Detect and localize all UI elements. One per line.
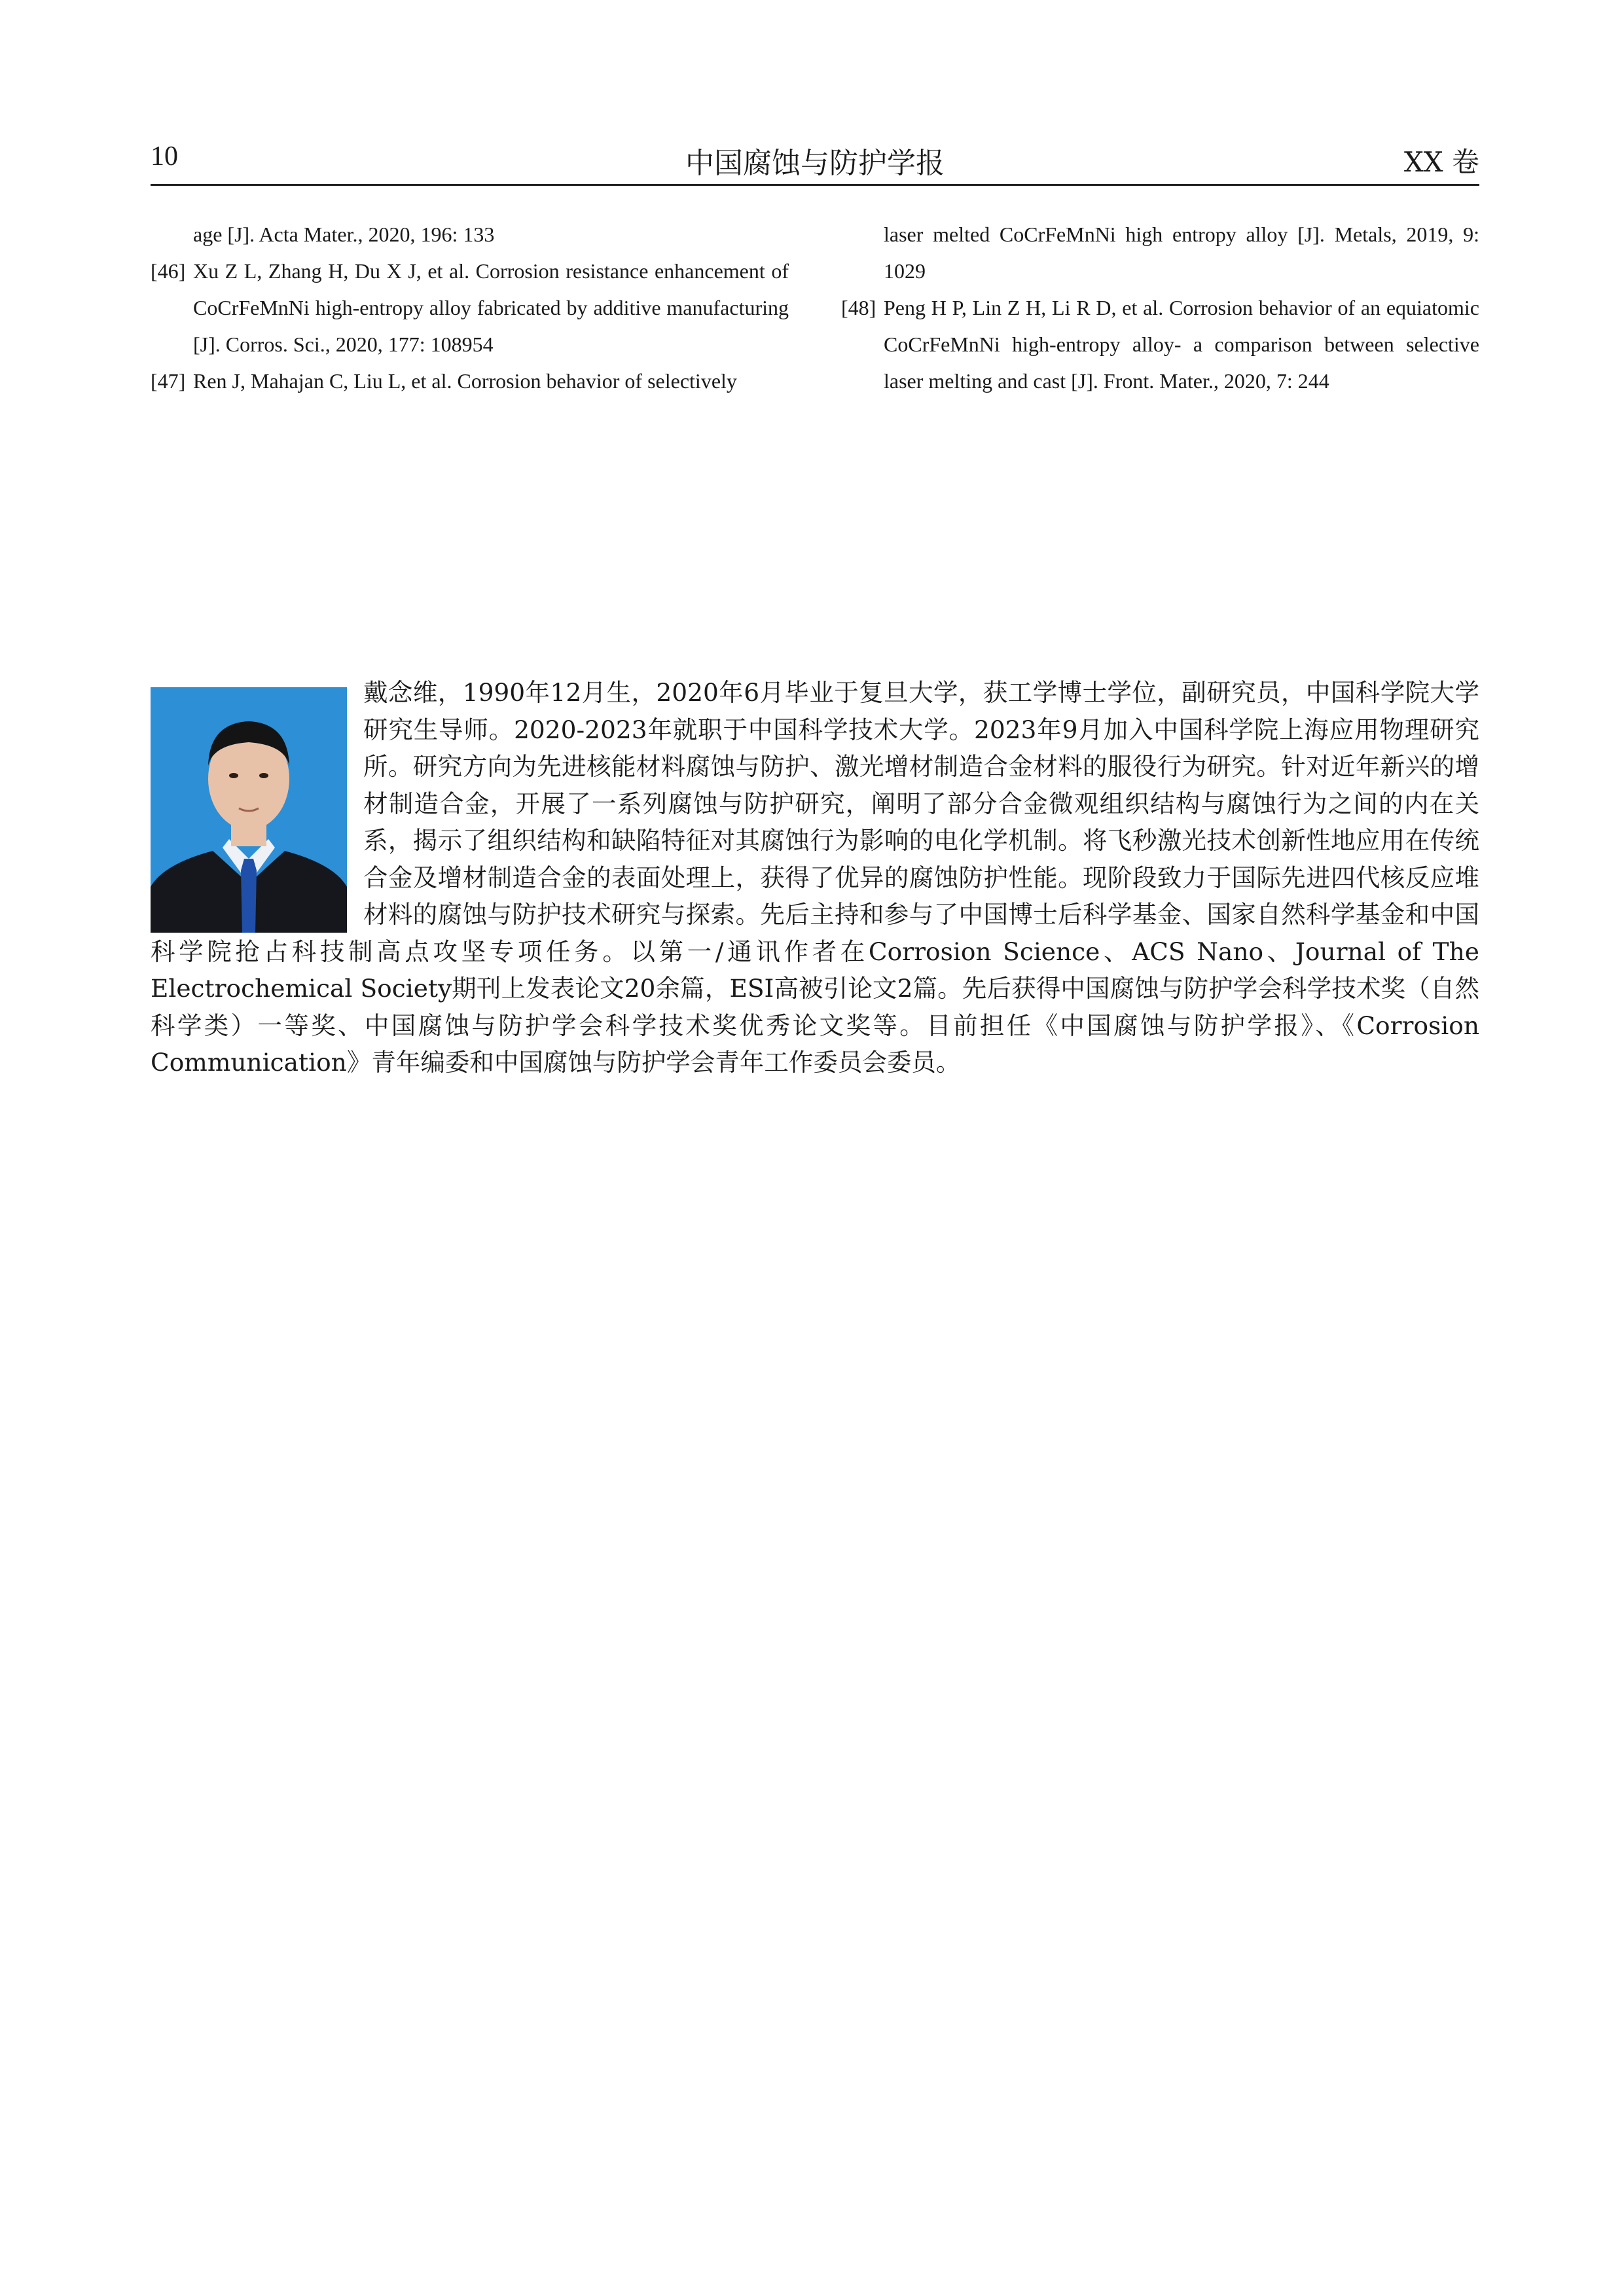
reference-text: Peng H P, Lin Z H, Li R D, et al. Corrosion behavior of an equiatomic CoCrFeMnNi high-entropy alloy- a comparison between selective laser melting and cast [J]. Front. Mater., 2020, 7: 244 [884, 296, 1479, 393]
references-left-column [151, 216, 789, 399]
reference-item [841, 216, 1479, 289]
biography-text: 戴念维，1990年12月生，2020年6月毕业于复旦大学，获工学博士学位，副研究员，中国科学院大学研究生导师。2020-2023年就职于中国科学技术大学。2023年9月加入中国科学院上海应用物理研究所。研究方向为先进核能材料腐蚀与防护、激光增材制造合金材料的服役行为研究。针对近年新兴的增材制造合金，开展了一系列腐蚀与防护研究，阐明了部分合金微观组织结构与腐蚀行为之间的内在关系，揭示了组织结构和缺陷特征对其腐蚀行为影响的电化学机制。将飞秒激光技术创新性地应用在传统合金及增材制造合金的表面处理上，获得了优异的腐蚀防护性能。现阶段致力于国际先进四代核反应堆材料的腐蚀与防护技术研究与探索。先后主持和参与了中国博士后科学基金、国家自然科学基金和中国科学院抢占科技制高点攻坚专项任务。以第一/通讯作者在Corrosion Science、ACS Nano、Journal of The Electrochemical Society期刊上发表论文20余篇，ESI高被引论文2篇。先后获得中国腐蚀与防护学会科学技术奖（自然科学类）一等奖、中国腐蚀与防护学会科学技术奖优秀论文奖等。目前担任《中国腐蚀与防护学报》、《Corrosion Communication》青年编委和中国腐蚀与防护学会青年工作委员会委员。 [151, 678, 1479, 1077]
reference-text: Xu Z L, Zhang H, Du X J, et al. Corrosion resistance enhancement of CoCrFeMnNi high-entropy alloy fabricated by additive manufacturing [J]. Corros. Sci., 2020, 177: 108954 [193, 259, 789, 356]
reference-number: [46] [151, 259, 186, 283]
reference-item [151, 363, 789, 399]
reference-item [151, 253, 789, 363]
page-number: 10 [151, 141, 178, 171]
reference-text: Ren J, Mahajan C, Liu L, et al. Corrosion behavior of selectively [193, 369, 737, 393]
reference-item [151, 216, 789, 253]
photo-spacer [151, 674, 363, 933]
reference-item [841, 289, 1479, 399]
author-biography [151, 674, 1479, 1081]
header-rule [151, 184, 1479, 186]
page-header [151, 134, 1479, 180]
reference-text: age [J]. Acta Mater., 2020, 196: 133 [193, 223, 495, 246]
references-right-column [841, 216, 1479, 399]
journal-title: 中国腐蚀与防护学报 [685, 147, 945, 180]
volume-label: XX 卷 [1403, 146, 1479, 178]
reference-number: [47] [151, 369, 186, 393]
reference-text: laser melted CoCrFeMnNi high entropy alloy [J]. Metals, 2019, 9: 1029 [884, 223, 1479, 283]
reference-number: [48] [841, 296, 876, 319]
